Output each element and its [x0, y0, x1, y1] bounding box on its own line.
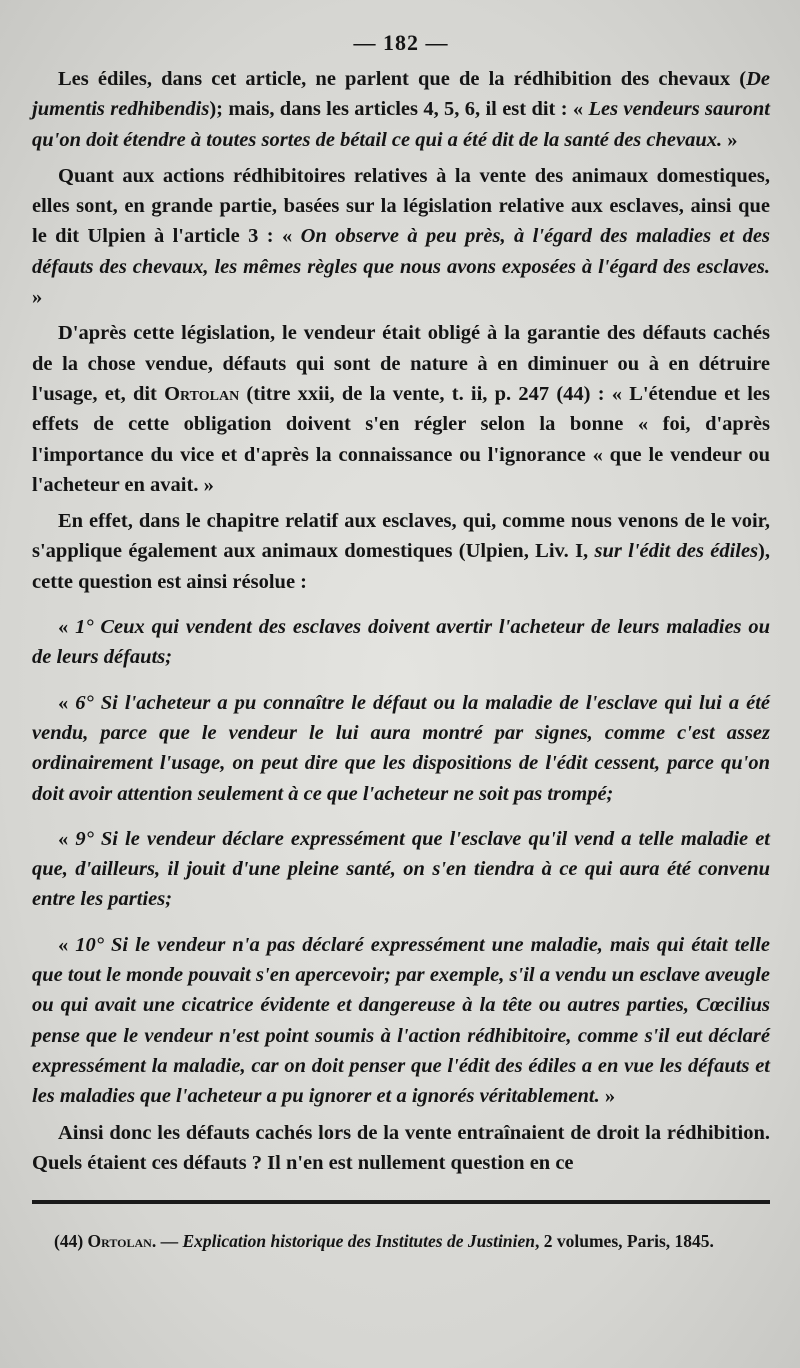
italic-text: 9° Si le vendeur déclare expressément que l'esclave qu'il vend a telle maladie et que, d'ailleurs, il jouit d'une pleine santé, on s'en tiendra à ce qui aura été convenu entre les parties;: [32, 827, 770, 911]
small-caps-text: Ortolan: [87, 1231, 152, 1252]
text-run: »: [599, 1085, 616, 1108]
paragraph-redhibitory-actions: [32, 161, 770, 312]
text-run: «: [58, 933, 76, 956]
italic-text: On observe à peu près, à l'égard des maladies et des défauts des chevaux, les mêmes règles que nous avons exposées à l'égard des esclaves.: [32, 225, 771, 278]
paragraph-edicts: [32, 64, 770, 155]
paragraph-legislation: [32, 318, 770, 500]
footnote: [32, 1228, 770, 1254]
footnote-rule: [32, 1200, 770, 1204]
paragraph-hidden-defects: [32, 1118, 770, 1179]
quote-article-1: [32, 612, 770, 673]
text-run: D'après cette législation, le vendeur était obligé à la garantie des défauts cachés de la chose vendue, défauts qui sont de nature à en diminuer ou à en détruire l'usage, et, dit: [32, 322, 770, 405]
page-number: — 182 —: [353, 30, 449, 55]
italic-text: 1° Ceux qui vendent des esclaves doivent avertir l'acheteur de leurs maladies ou de leurs défauts;: [32, 616, 771, 669]
text-run: «: [58, 827, 76, 850]
text-run: , 2 volumes, Paris, 1845.: [535, 1231, 714, 1252]
text-run: (titre xxii, de la vente, t. ii, p. 247 (44) : « L'étendue et les effets de cette obligation doivent s'en régler selon la bonne « foi, d'après l'importance du vice et d'après la connaissance ou l'ignorance « que le vendeur ou l'acheteur en avait. »: [32, 382, 771, 496]
italic-text: sur l'édit des édiles: [594, 540, 759, 563]
text-run: »: [32, 286, 43, 309]
text-run: (44): [54, 1231, 88, 1252]
paragraph-slaves-chapter: [32, 506, 770, 597]
text-run: . —: [151, 1231, 183, 1252]
text-run: En effet, dans le chapitre relatif aux esclaves, qui, comme nous venons de le voir, s'applique également aux animaux domestiques (Ulpien, Liv. I,: [32, 510, 770, 563]
text-run: Ainsi donc les défauts cachés lors de la vente entraînaient de droit la rédhibition. Quels étaient ces défauts ? Il n'en est nullement question en ce: [32, 1121, 770, 1174]
italic-text: 6° Si l'acheteur a pu connaître le défaut ou la maladie de l'esclave qui lui a été vendu, parce que le vendeur le lui aura montré par signes, comme c'est assez ordinairement l'usage, on peut dire que les dispositions de l'édit cessent, parce qu'on doit avoir attention seulement à ce que l'acheteur ne soit pas trompé;: [32, 691, 771, 805]
italic-text: Explication historique des Institutes de Justinien: [182, 1231, 535, 1252]
quote-article-6: [32, 688, 770, 809]
text-run: «: [58, 616, 76, 639]
text-run: Quant aux actions rédhibitoires relatives à la vente des animaux domestiques, elles sont, en grande partie, basées sur la législation relative aux esclaves, ainsi que le dit Ulpien à l'article 3 : «: [32, 164, 770, 248]
italic-text: Les vendeurs sauront qu'on doit étendre à toutes sortes de bétail ce qui a été dit de la santé des chevaux.: [32, 98, 770, 151]
italic-text: 10° Si le vendeur n'a pas déclaré expressément une maladie, mais qui était telle que tout le monde pouvait s'en apercevoir; par exemple, s'il a vendu un esclave aveugle ou qui avait une cicatrice évidente et dangereuse à la tête ou autres parties, Cœcilius pense que le vendeur n'est point soumis à l'action rédhibitoire, comme s'il eut déclaré expressément la maladie, car on doit penser que l'édit des édiles a en vue les défauts et les maladies que l'acheteur a pu ignorer et a ignorés véritablement.: [32, 933, 771, 1108]
quote-article-9: [32, 824, 770, 915]
small-caps-text: Ortolan: [164, 382, 240, 405]
italic-text: De jumentis redhibendis: [32, 68, 770, 121]
text-run: »: [722, 128, 738, 151]
text-run: «: [58, 691, 76, 714]
text-run: ), cette question est ainsi résolue :: [32, 540, 770, 593]
text-run: ); mais, dans les articles 4, 5, 6, il est dit : «: [209, 98, 589, 121]
quote-article-10: [32, 930, 770, 1112]
text-run: Les édiles, dans cet article, ne parlent que de la rédhibition des chevaux (: [58, 68, 747, 90]
